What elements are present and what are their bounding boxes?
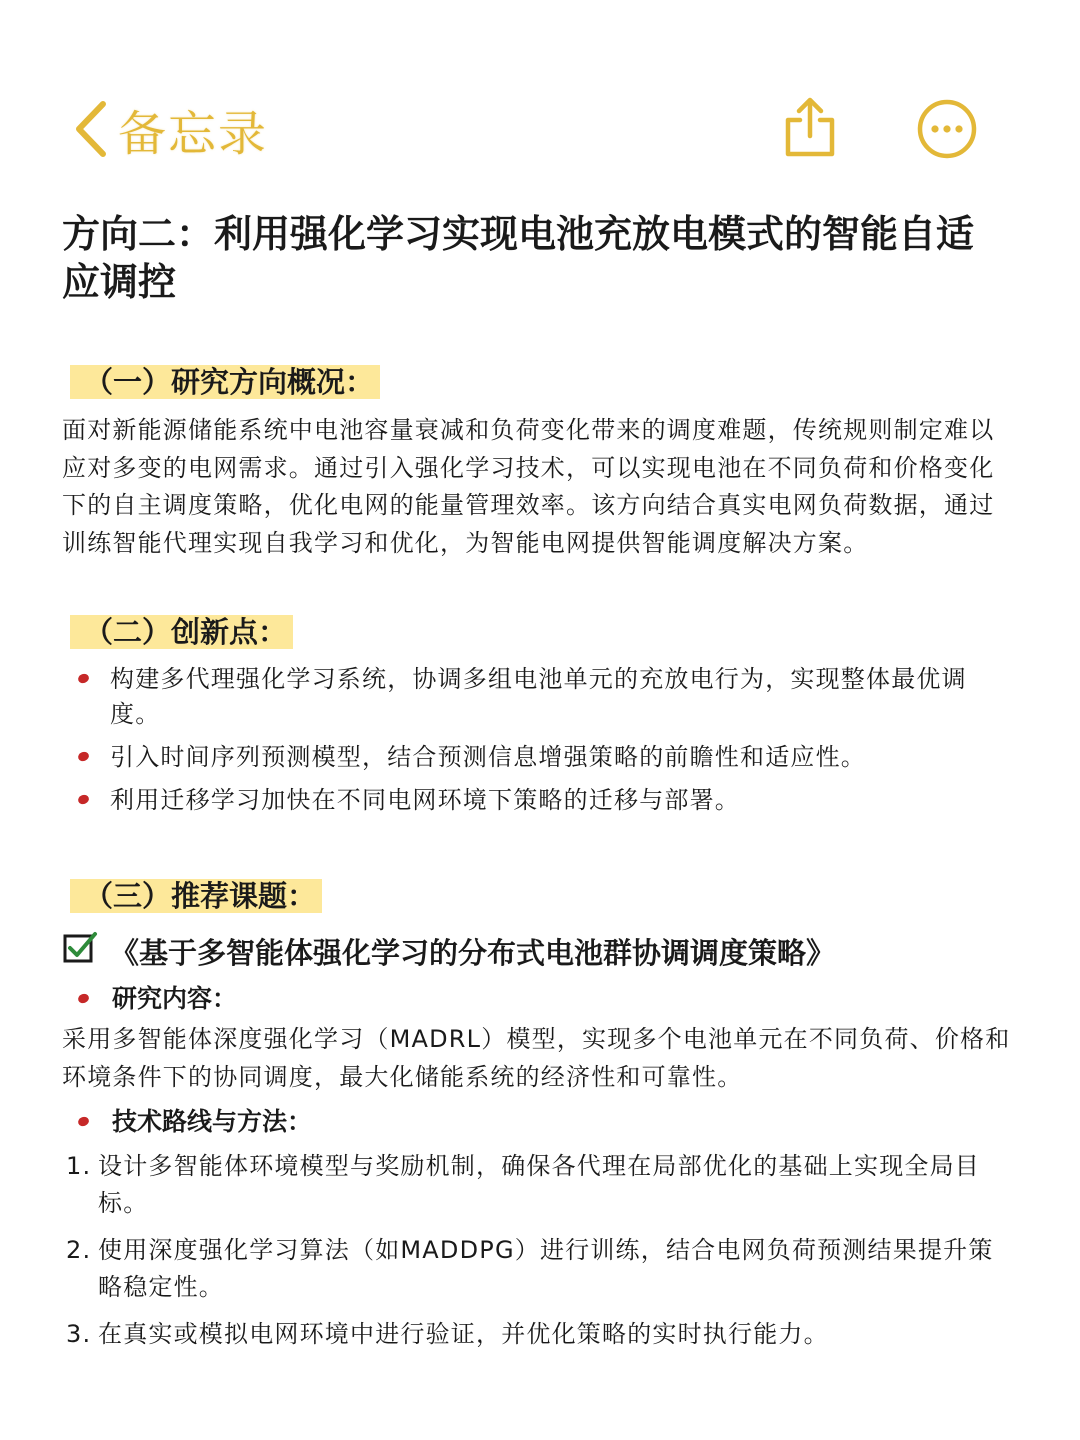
topic-title: 《基于多智能体强化学习的分布式电池群协调调度策略》 <box>110 935 836 970</box>
list-item <box>62 740 1012 775</box>
more-icon <box>916 145 978 164</box>
step-number: 3. <box>66 1320 92 1348</box>
share-button[interactable] <box>780 96 840 164</box>
step-number: 2. <box>66 1236 92 1264</box>
list-item <box>62 783 1012 818</box>
list-item-text: 构建多代理强化学习系统，协调多组电池单元的充放电行为，实现整体最优调度。 <box>110 665 967 728</box>
share-icon <box>780 145 840 164</box>
step-text: 在真实或模拟电网环境中进行验证，并优化策略的实时执行能力。 <box>98 1320 829 1348</box>
method-label-row <box>62 1104 1012 1140</box>
step-item <box>62 1316 1012 1353</box>
navigation-bar <box>0 0 1080 200</box>
more-options-button[interactable] <box>916 98 978 164</box>
bullet-icon <box>77 750 90 762</box>
back-button[interactable] <box>70 94 268 164</box>
list-item <box>62 662 1012 732</box>
section-heading-innovation: （二）创新点： <box>70 612 293 652</box>
research-content-label: 研究内容： <box>112 984 238 1013</box>
bullet-icon <box>77 793 90 805</box>
bullet-icon <box>77 1115 90 1127</box>
bullet-icon <box>77 672 90 684</box>
step-number: 1. <box>66 1152 92 1180</box>
bullet-icon <box>77 992 90 1004</box>
back-label: 备忘录 <box>118 105 269 162</box>
note-title: 方向二：利用强化学习实现电池充放电模式的智能自适应调控 <box>62 212 975 304</box>
overview-paragraph: 面对新能源储能系统中电池容量衰减和负荷变化带来的调度难题，传统规则制定难以应对多变的电网需求。通过引入强化学习技术，可以实现电池在不同负荷和价格变化下的自主调度策略，优化电网的能量管理效率。该方向结合真实电网负荷数据，通过训练智能代理实现自我学习和优化，为智能电网提供智能调度解决方案。 <box>62 416 995 557</box>
section-heading-overview: （一）研究方向概况： <box>70 362 380 402</box>
checkbox-checked-icon[interactable] <box>62 930 110 975</box>
research-content-paragraph: 采用多智能体深度强化学习（MADRL）模型，实现多个电池单元在不同负荷、价格和环境条件下的协同调度，最大化储能系统的经济性和可靠性。 <box>62 1025 1011 1091</box>
note-content[interactable] <box>62 210 1012 1363</box>
method-label: 技术路线与方法： <box>112 1107 313 1136</box>
list-item-text: 利用迁移学习加快在不同电网环境下策略的迁移与部署。 <box>110 786 740 814</box>
step-text: 使用深度强化学习算法（如MADDPG）进行训练，结合电网负荷预测结果提升策略稳定性。 <box>98 1236 994 1301</box>
research-content-label-row <box>62 981 1012 1017</box>
list-item-text: 引入时间序列预测模型，结合预测信息增强策略的前瞻性和适应性。 <box>110 743 866 771</box>
step-text: 设计多智能体环境模型与奖励机制，确保各代理在局部优化的基础上实现全局目标。 <box>98 1152 980 1217</box>
section-heading-topics: （三）推荐课题： <box>70 876 322 916</box>
method-steps-list <box>62 1148 1012 1353</box>
step-item <box>62 1232 1012 1306</box>
chevron-left-icon <box>70 99 110 159</box>
topic-title-row <box>62 930 1012 975</box>
innovation-list <box>62 662 1012 818</box>
step-item <box>62 1148 1012 1222</box>
